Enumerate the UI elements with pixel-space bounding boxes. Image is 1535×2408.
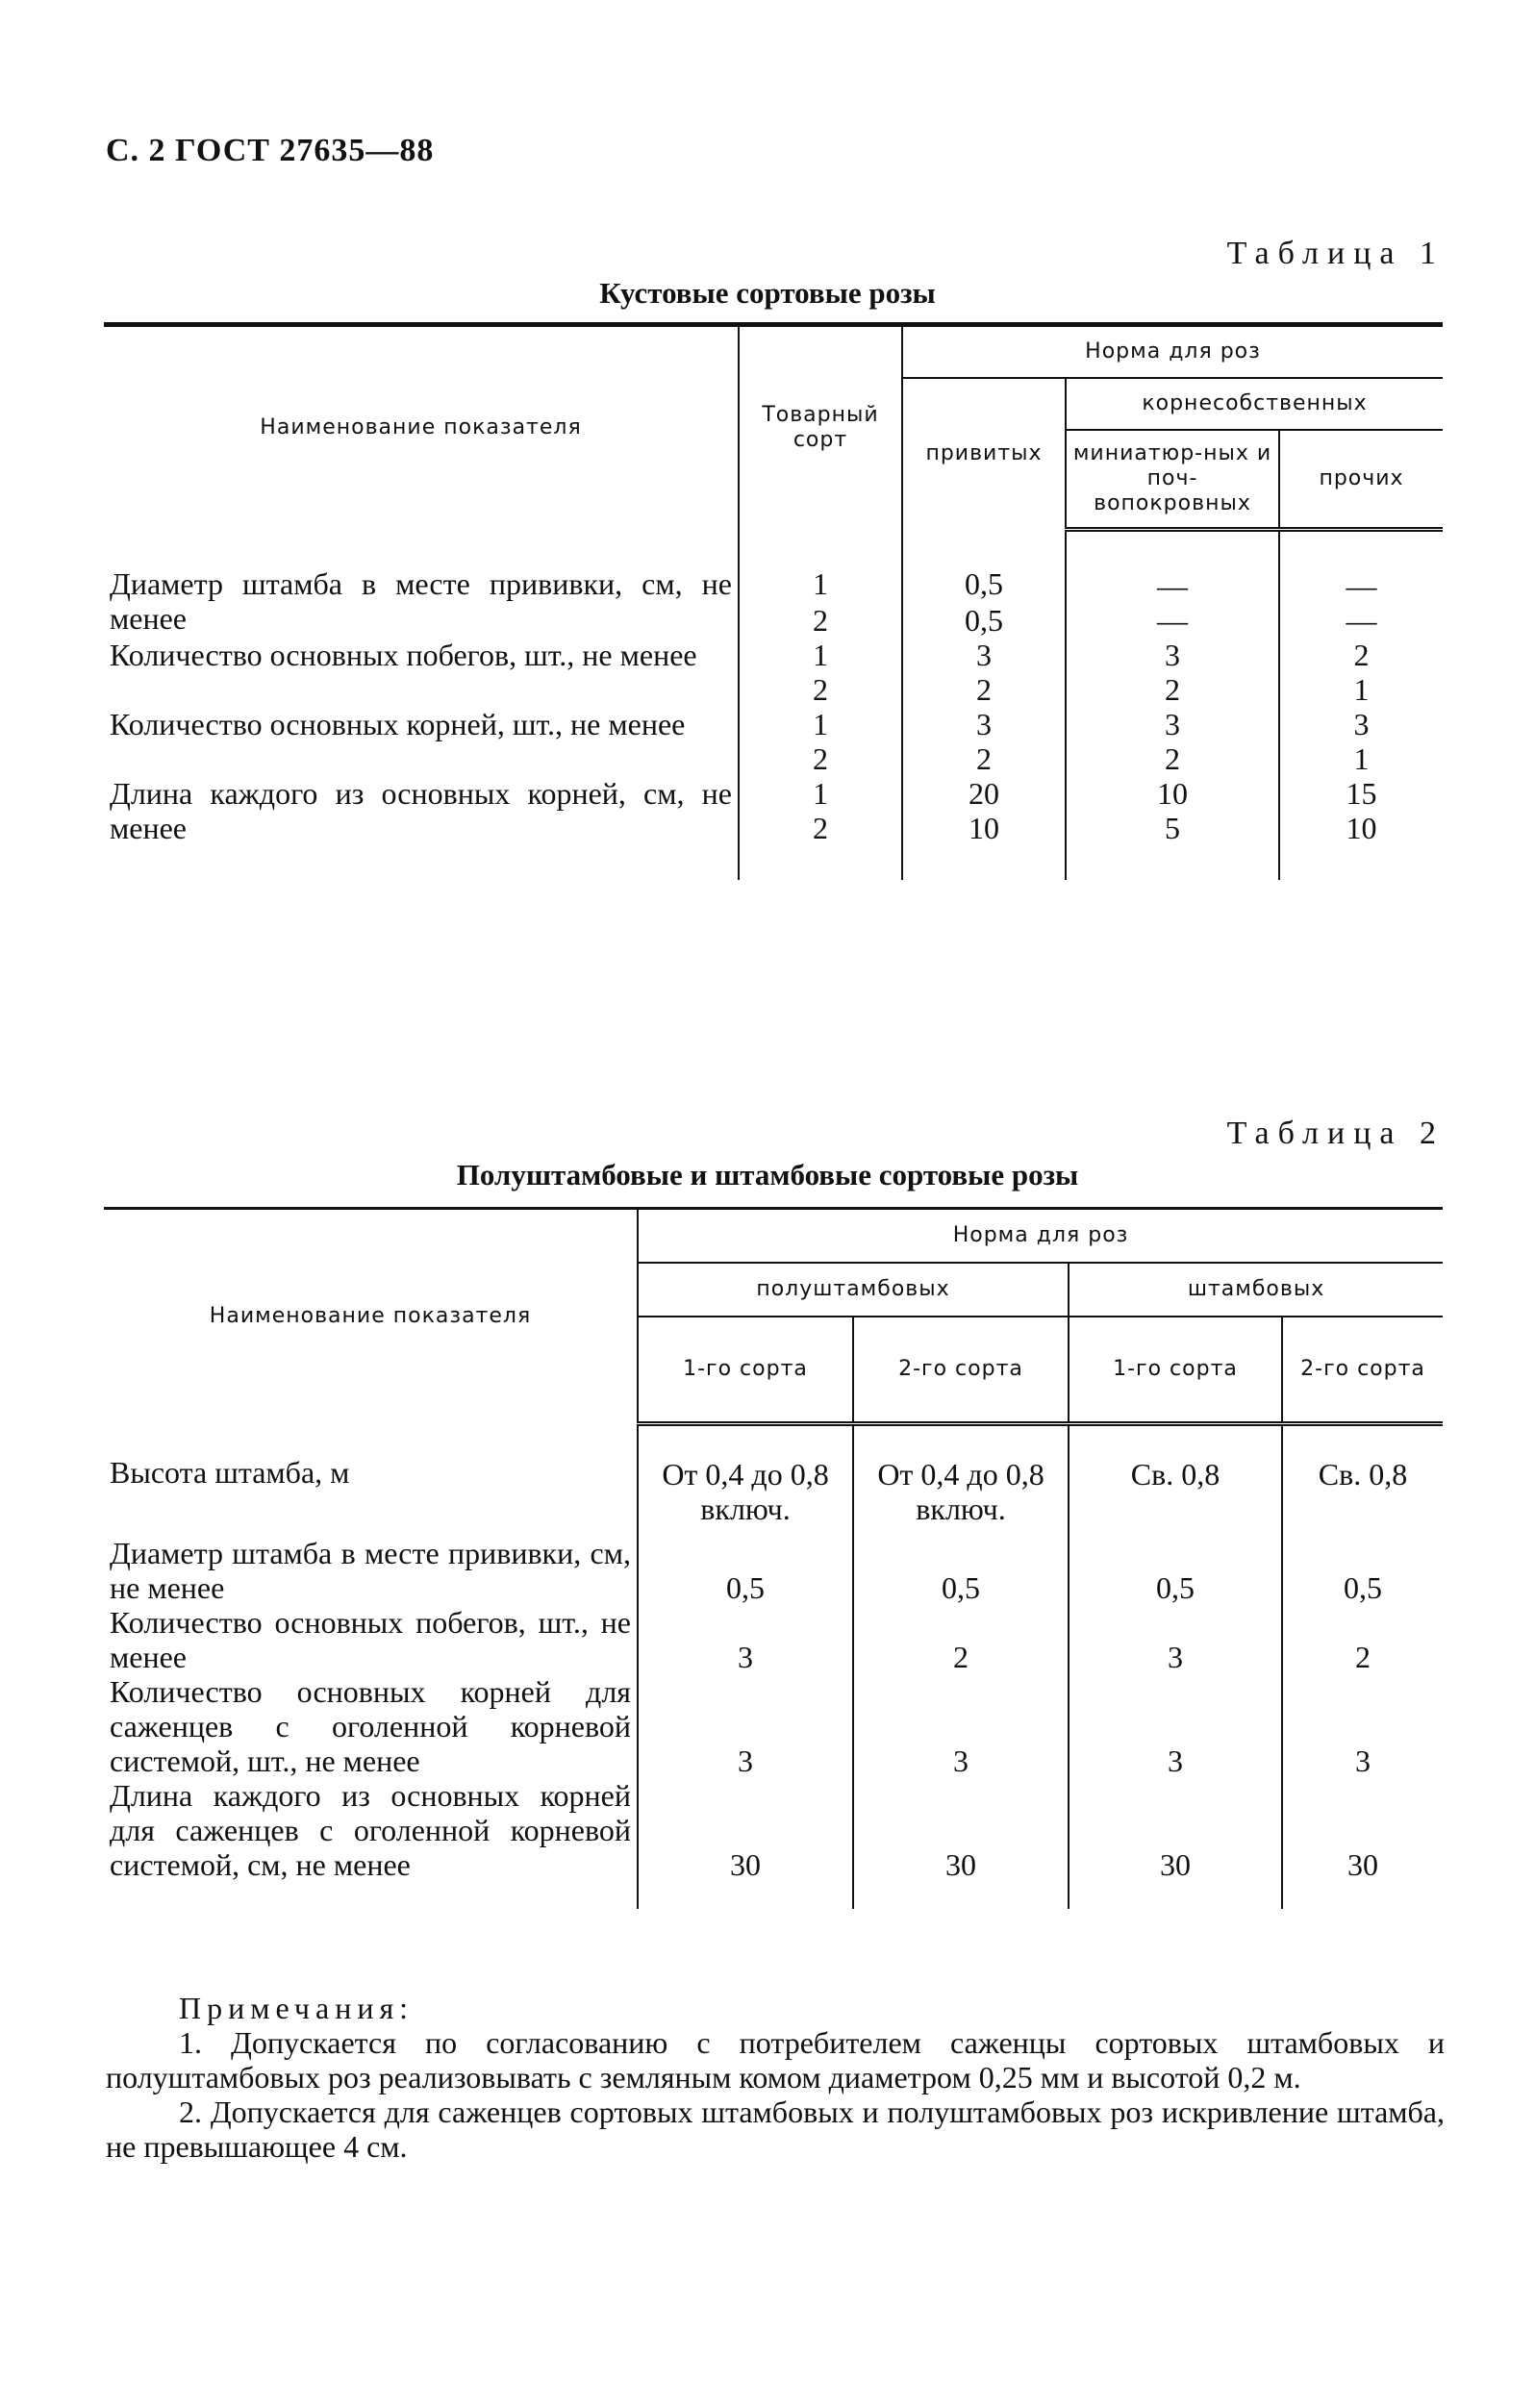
t2-row-name: Количество основных побегов, шт., не менее <box>110 1605 631 1674</box>
t2-cell: 0,5 <box>1282 1526 1443 1605</box>
t1-header-miniature: миниатюр-ных и поч-вопокровных <box>1066 430 1279 530</box>
table1-label: Таблица 1 <box>1226 236 1445 271</box>
table-row <box>104 707 1443 741</box>
t2-row-name: Длина каждого из основных корней для саженцев с оголенной корневой системой, см, не менее <box>110 1778 631 1882</box>
table-row <box>104 1526 1443 1605</box>
t1-cell: 1 <box>1279 672 1443 707</box>
t2-cell: 0,5 <box>1069 1526 1282 1605</box>
table2-title: Полуштамбовые и штамбовые сортовые розы <box>456 1158 1079 1191</box>
t2-cell: Св. 0,8 <box>1069 1424 1282 1527</box>
t1-cell: 3 <box>902 707 1066 741</box>
t2-cell: 0,5 <box>638 1526 853 1605</box>
table1 <box>104 322 1443 880</box>
t1-cell: 15 <box>1279 776 1443 811</box>
note-item: 1. Допускается по согласованию с потребителем саженцы сортовых штамбовых и полуштамбовых роз реализовывать с земляным комом диаметром 0,25 мм и высотой 0,2 м. <box>106 2025 1445 2094</box>
t2-header-half-standard: полуштамбовых <box>638 1263 1069 1317</box>
t2-cell: 30 <box>1282 1778 1443 1909</box>
t1-cell: 10 <box>902 811 1066 880</box>
t1-cell: 0,5 <box>902 603 1066 638</box>
t2-cell: 3 <box>1069 1605 1282 1674</box>
t2-header-norm: Норма для роз <box>638 1209 1443 1264</box>
t2-header-standard: штамбовых <box>1069 1263 1443 1317</box>
t1-cell: — <box>1279 530 1443 604</box>
t2-header-grade1-std: 1-го сорта <box>1069 1317 1282 1424</box>
table-row <box>104 638 1443 672</box>
table-row <box>104 1605 1443 1674</box>
table2-label: Таблица 2 <box>1226 1116 1445 1151</box>
table-row <box>104 530 1443 604</box>
t1-cell: 10 <box>1279 811 1443 880</box>
t1-cell: 3 <box>1279 707 1443 741</box>
t1-header-grade: Товарный сорт <box>739 325 902 530</box>
table2 <box>104 1207 1443 1909</box>
t1-cell: — <box>1066 603 1279 638</box>
t1-header-grafted: привитых <box>902 378 1066 530</box>
t2-cell: 3 <box>1282 1674 1443 1778</box>
table-row <box>104 1778 1443 1909</box>
t1-cell: — <box>1279 603 1443 638</box>
t2-header-indicator: Наименование показателя <box>209 1304 532 1329</box>
t2-cell: От 0,4 до 0,8 включ. <box>638 1424 853 1527</box>
t1-cell: 2 <box>739 811 902 880</box>
t2-cell: 30 <box>638 1778 853 1909</box>
t2-cell: 3 <box>853 1674 1069 1778</box>
notes <box>106 1991 1445 2164</box>
t2-cell: 30 <box>1069 1778 1282 1909</box>
t2-cell: 3 <box>638 1674 853 1778</box>
t2-cell: 30 <box>853 1778 1069 1909</box>
t1-cell: 3 <box>1066 638 1279 672</box>
t1-cell: 2 <box>1066 672 1279 707</box>
t1-cell: 1 <box>1279 741 1443 776</box>
t2-cell: Св. 0,8 <box>1282 1424 1443 1527</box>
t1-header-norm: Норма для роз <box>902 325 1443 379</box>
t2-row-name: Высота штамба, м <box>110 1454 350 1490</box>
t2-row-name: Количество основных корней для саженцев с оголенной корневой системой, шт., не менее <box>110 1674 631 1778</box>
t2-header-grade2-std: 2-го сорта <box>1282 1317 1443 1424</box>
t1-cell: 2 <box>739 741 902 776</box>
notes-title: Примечания: <box>179 1991 415 2025</box>
t1-cell: 10 <box>1066 776 1279 811</box>
t1-cell: 1 <box>739 707 902 741</box>
t1-cell: 3 <box>902 638 1066 672</box>
t2-cell: 3 <box>638 1605 853 1674</box>
t1-cell: 5 <box>1066 811 1279 880</box>
t2-header-grade1-half: 1-го сорта <box>638 1317 853 1424</box>
t1-row-name: Длина каждого из основных корней, см, не менее <box>110 776 732 845</box>
t2-cell: 0,5 <box>853 1526 1069 1605</box>
t1-row-name: Количество основных побегов, шт., не менее <box>110 638 697 672</box>
table1-title: Кустовые сортовые розы <box>599 276 936 310</box>
t1-cell: 0,5 <box>902 530 1066 604</box>
t2-row-name: Диаметр штамба в месте прививки, см, не менее <box>110 1536 631 1605</box>
t1-cell: 2 <box>1066 741 1279 776</box>
table-row <box>104 1674 1443 1778</box>
t2-cell: 3 <box>1069 1674 1282 1778</box>
table-row <box>104 1424 1443 1527</box>
t1-cell: — <box>1066 530 1279 604</box>
t1-header-indicator: Наименование показателя <box>260 415 582 440</box>
t2-cell: От 0,4 до 0,8 включ. <box>853 1424 1069 1527</box>
t1-row-name: Количество основных корней, шт., не менее <box>110 707 686 741</box>
t1-cell: 2 <box>902 741 1066 776</box>
t1-cell: 3 <box>1066 707 1279 741</box>
note-item: 2. Допускается для саженцев сортовых штамбовых и полуштамбовых роз искривление штамба, не превышающее 4 см. <box>106 2094 1445 2164</box>
t1-row-name: Диаметр штамба в месте прививки, см, не менее <box>110 565 732 636</box>
t1-cell: 1 <box>739 530 902 604</box>
t1-cell: 1 <box>739 638 902 672</box>
running-head: С. 2 ГОСТ 27635—88 <box>106 133 435 168</box>
t2-cell: 2 <box>1282 1605 1443 1674</box>
table-row <box>104 776 1443 811</box>
t1-cell: 2 <box>739 672 902 707</box>
t1-header-other: прочих <box>1279 430 1443 530</box>
t1-cell: 2 <box>902 672 1066 707</box>
t2-header-grade2-half: 2-го сорта <box>853 1317 1069 1424</box>
t1-cell: 2 <box>739 603 902 638</box>
t2-cell: 2 <box>853 1605 1069 1674</box>
t1-header-own-root: корнесобственных <box>1066 378 1443 430</box>
t1-cell: 1 <box>739 776 902 811</box>
t1-cell: 2 <box>1279 638 1443 672</box>
t1-cell: 20 <box>902 776 1066 811</box>
